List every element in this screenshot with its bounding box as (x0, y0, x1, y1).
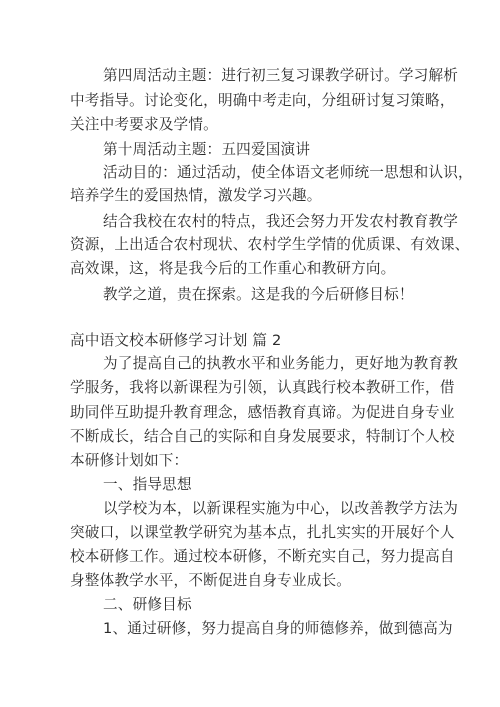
paragraph-line: 结合我校在农村的特点，我还会努力开发农村教育教学 (103, 213, 459, 230)
section-heading: 一、指导思想 (103, 476, 192, 493)
paragraph-line: 为了提高自己的执教水平和业务能力，更好地为教育教 (103, 355, 459, 372)
paragraph-line: 资源，上出适合农村现状、农村学生学情的优质课、有效课、 (70, 236, 470, 253)
article-heading: 高中语文校本研修学习计划 篇 2 (70, 332, 282, 349)
paragraph-line: 培养学生的爱国热情，激发学习兴趣。 (70, 187, 322, 204)
section-line: 第十周活动主题：五四爱国演讲 (103, 141, 311, 158)
paragraph-line: 不断成长，结合自己的实际和自身发展要求，特制订个人校 (70, 428, 455, 445)
paragraph-line: 校本研修工作。通过校本研修，不断充实自己，努力提高自 (70, 548, 455, 565)
paragraph-line: 活动目的：通过活动，使全体语文老师统一思想和认识， (103, 164, 473, 181)
section-heading: 二、研修目标 (103, 596, 192, 613)
paragraph-line: 中考指导。讨论变化，明确中考走向，分组研讨复习策略， (70, 92, 455, 109)
paragraph-line: 身整体教学水平，不断促进自身专业成长。 (70, 572, 352, 589)
paragraph-line: 本研修计划如下： (70, 452, 189, 469)
paragraph-line: 以学校为本，以新课程实施为中心，以改善教学方法为 (103, 500, 459, 517)
paragraph-line: 突破口，以课堂教学研究为基本点，扎扎实实的开展好个人 (70, 524, 455, 541)
paragraph-line: 1、通过研修，努力提高自身的师德修养，做到德高为 (103, 620, 453, 637)
paragraph-line: 教学之道，贵在探索。这是我的今后研修目标！ (103, 286, 414, 303)
paragraph-line: 关注中考要求及学情。 (70, 116, 218, 133)
paragraph-line: 高效课，这，将是我今后的工作重心和教研方向。 (70, 260, 396, 277)
paragraph-line: 助同伴互助提升教育理念，感悟教育真谛。为促进自身专业 (70, 404, 455, 421)
paragraph-line: 第四周活动主题：进行初三复习课教学研讨。学习解析 (103, 67, 459, 84)
paragraph-line: 学服务，我将以新课程为引领，认真践行校本教研工作，借 (70, 379, 455, 396)
